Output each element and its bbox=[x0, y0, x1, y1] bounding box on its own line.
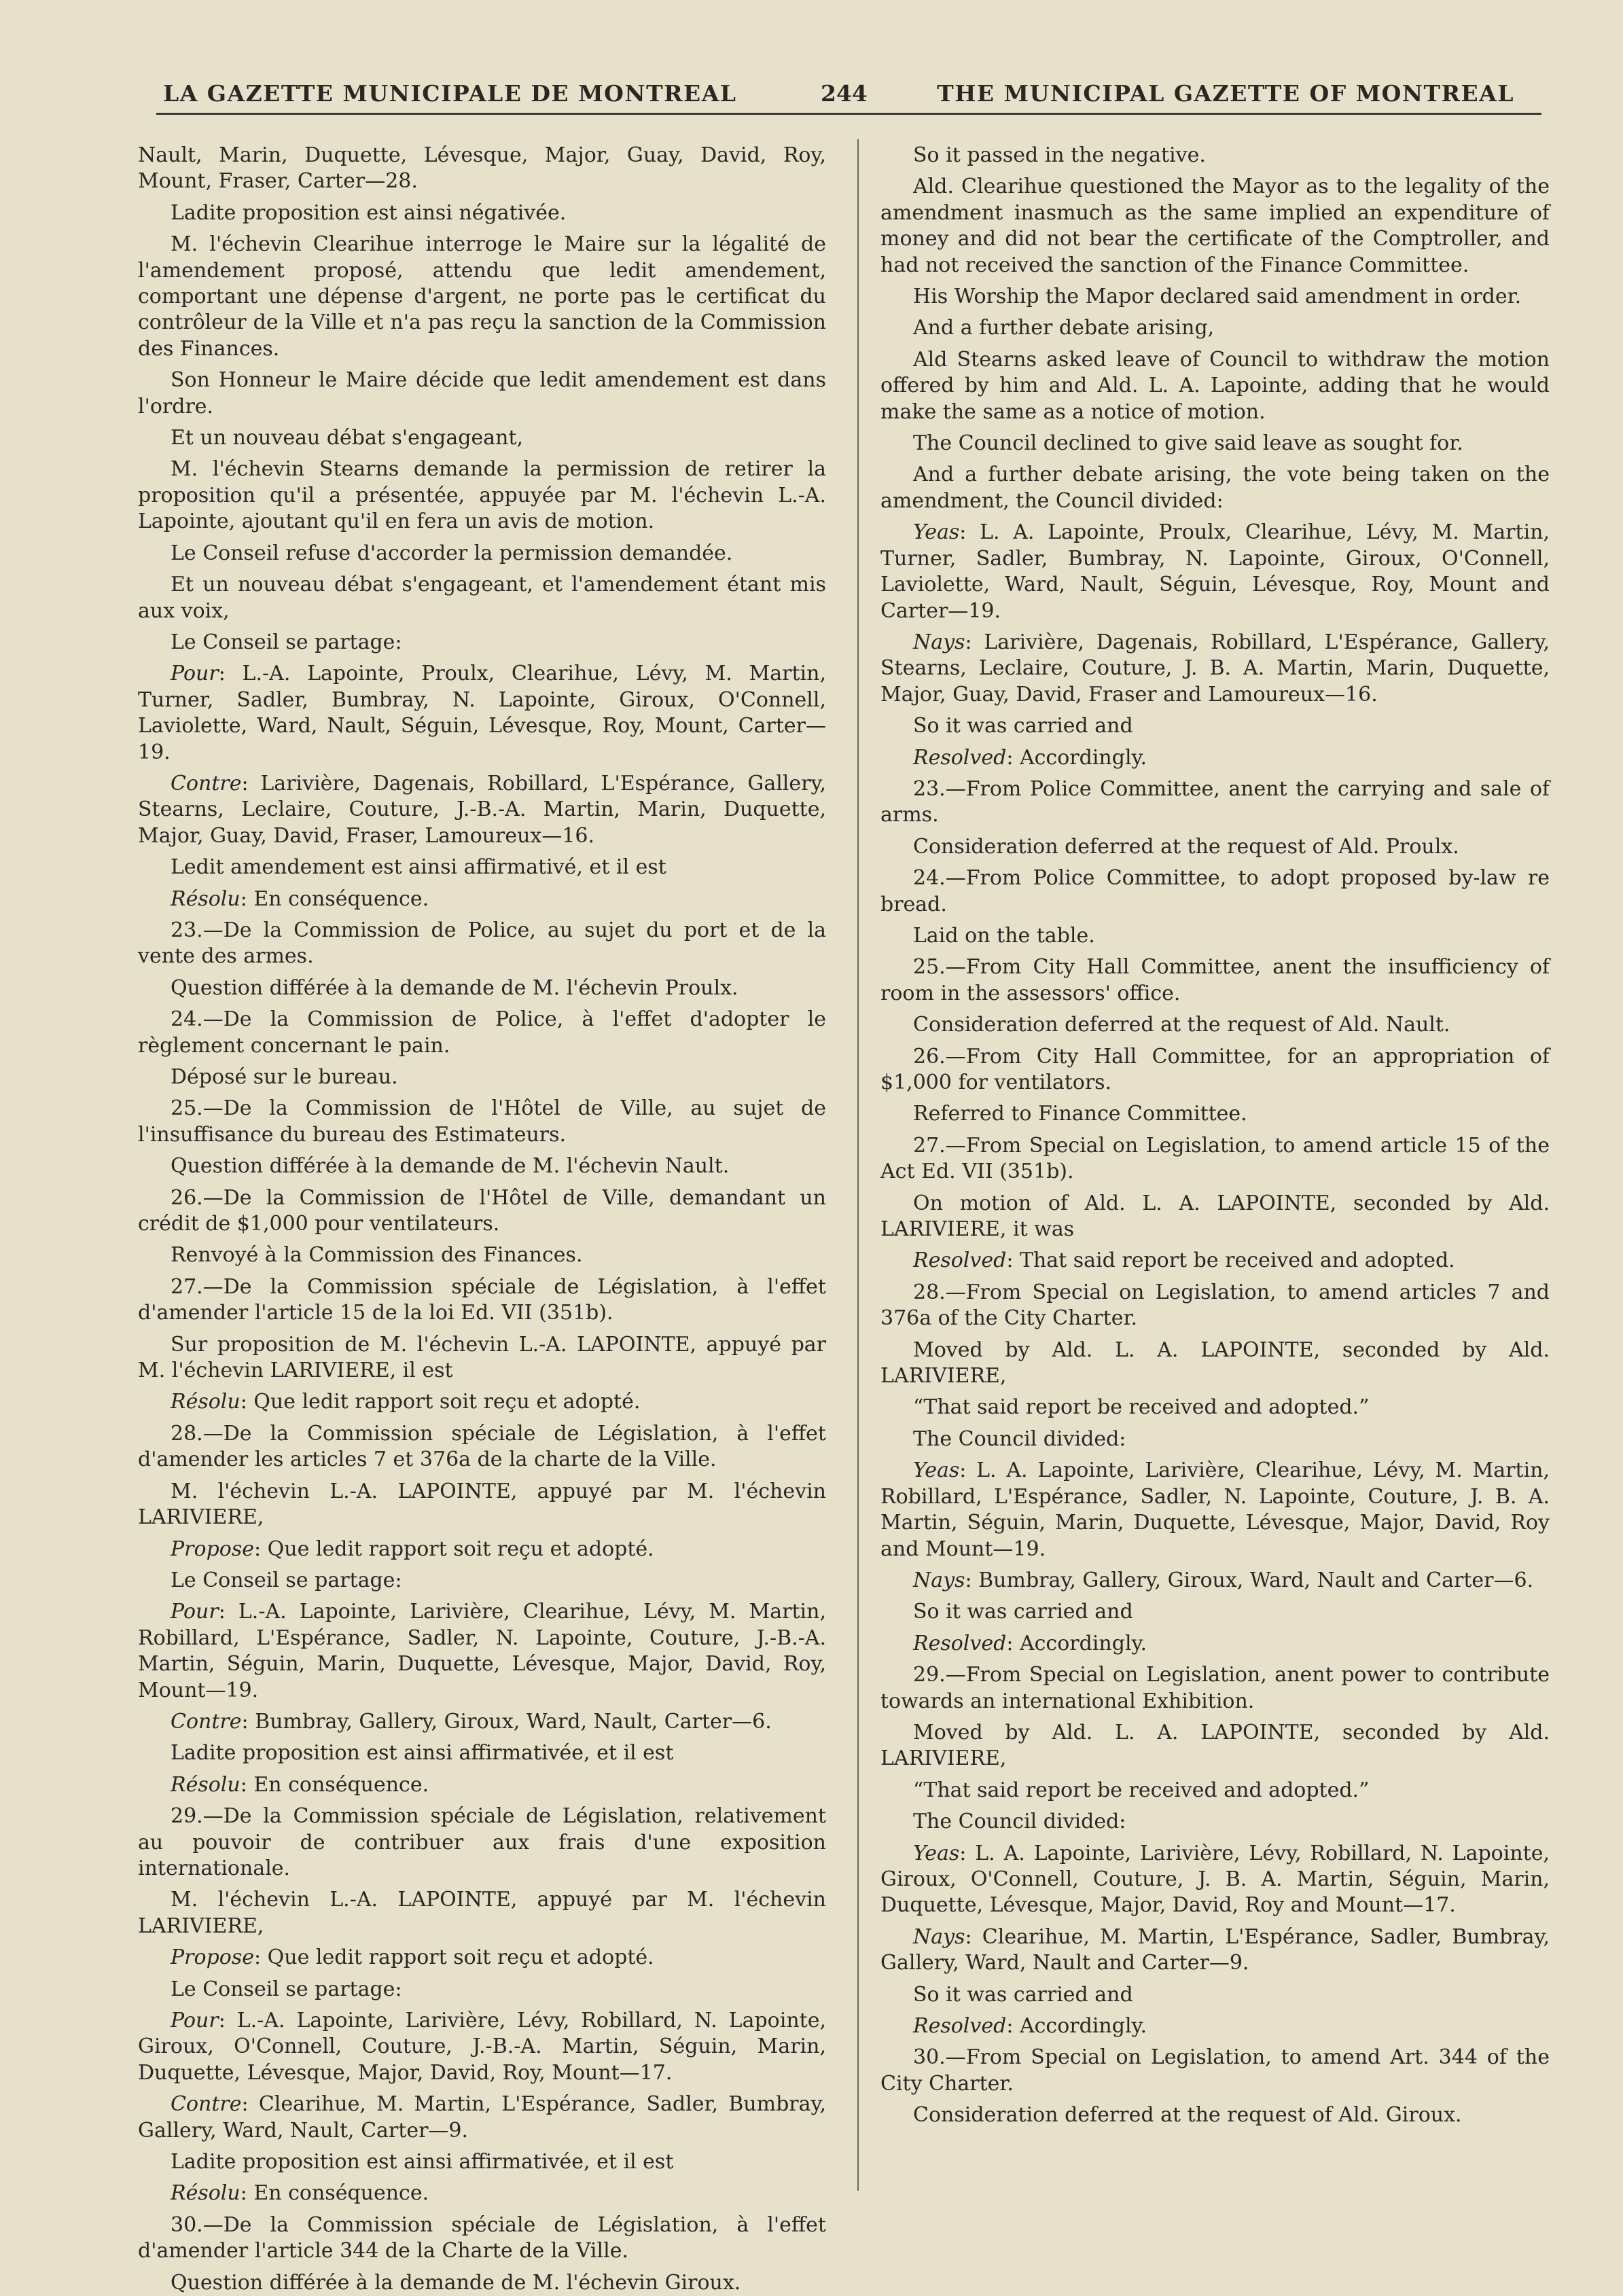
vote-label: Resolved bbox=[913, 1249, 1007, 1273]
paragraph-text: Et un nouveau débat s'engageant, et l'amendement étant mis aux voix, bbox=[138, 573, 826, 623]
paragraph bbox=[138, 2008, 826, 2086]
paragraph-text: Nault, Marin, Duquette, Lévesque, Major, Guay, David, Roy, Mount, Fraser, Carter—28. bbox=[138, 143, 826, 194]
paragraph bbox=[138, 1064, 826, 1090]
paragraph-text: : L.-A. Lapointe, Proulx, Clearihue, Lévy, M. Martin, Turner, Sadler, Bumbray, N. Lapointe, Giroux, O'Connell, Laviolette, Ward, Nault, Séguin, Lévesque, Roy, Mount, Carter—19. bbox=[138, 662, 826, 764]
paragraph bbox=[880, 776, 1550, 829]
english-column bbox=[880, 143, 1550, 2129]
paragraph bbox=[880, 1982, 1550, 2008]
paragraph bbox=[880, 174, 1550, 279]
paragraph-text: : Accordingly. bbox=[1006, 745, 1147, 770]
paragraph bbox=[880, 1924, 1550, 1977]
paragraph-text: M. l'échevin L.-A. LAPOINTE, appuyé par M. l'échevin LARIVIERE, bbox=[138, 1479, 826, 1530]
paragraph bbox=[880, 1044, 1550, 1096]
vote-label: Yeas bbox=[913, 1458, 960, 1483]
paragraph bbox=[138, 1537, 826, 1562]
paragraph bbox=[138, 661, 826, 766]
paragraph-text: Le Conseil se partage: bbox=[171, 1568, 402, 1592]
paragraph-text: : L. A. Lapointe, Larivière, Lévy, Robillard, N. Lapointe, Giroux, O'Connell, Couture, J. B. A. Martin, Séguin, Marin, Duquette, Lévesque, Major, David, Roy and Mount—17. bbox=[880, 1841, 1550, 1918]
paragraph bbox=[138, 367, 826, 420]
paragraph-text: 27.—From Special on Legislation, to amend article 15 of the Act Ed. VII (351b). bbox=[880, 1133, 1550, 1184]
paragraph bbox=[138, 2181, 826, 2206]
paragraph-text: Ladite proposition est ainsi affirmativée, et il est bbox=[171, 1741, 674, 1765]
paragraph bbox=[880, 1568, 1550, 1594]
paragraph bbox=[138, 1887, 826, 1939]
paragraph bbox=[880, 431, 1550, 456]
paragraph-text: : L. A. Lapointe, Larivière, Clearihue, Lévy, M. Martin, Robillard, L'Espérance, Sadler, N. Lapointe, Couture, J. B. A. Martin, Séguin, Marin, Duquette, Lévesque, Major, David, Roy and Mount—19. bbox=[880, 1458, 1550, 1561]
paragraph-text: Laid on the table. bbox=[913, 923, 1095, 948]
paragraph-text: Ladite proposition est ainsi négativée. bbox=[171, 200, 567, 225]
paragraph bbox=[880, 1778, 1550, 1804]
vote-label: Pour bbox=[171, 662, 219, 686]
vote-label: Nays bbox=[913, 630, 965, 654]
paragraph-text: M. l'échevin Stearns demande la permission de retirer la proposition qu'il a présentée, appuyée par M. l'échevin L.-A. Lapointe, ajoutant qu'il en fera un avis de motion. bbox=[138, 457, 826, 534]
paragraph bbox=[138, 1479, 826, 1531]
paragraph-text: Ald Stearns asked leave of Council to withdraw the motion offered by him and Ald. L. A. Lapointe, adding that he would make the same as a notice of motion. bbox=[880, 347, 1550, 424]
paragraph bbox=[138, 1421, 826, 1473]
paragraph-text: 28.—De la Commission spéciale de Législation, à l'effet d'amender les articles 7 et 376a de la charte de la Ville. bbox=[138, 1421, 826, 1472]
paragraph bbox=[138, 1153, 826, 1179]
paragraph-text: “That said report be received and adopted.” bbox=[913, 1778, 1370, 1802]
paragraph-text: : En conséquence. bbox=[240, 1772, 429, 1797]
paragraph-text: So it was carried and bbox=[913, 714, 1133, 738]
paragraph-text: So it passed in the negative. bbox=[913, 143, 1206, 167]
paragraph-text: Le Conseil se partage: bbox=[171, 630, 402, 654]
paragraph-text: “That said report be received and adopted.” bbox=[913, 1395, 1370, 1420]
paragraph bbox=[138, 2092, 826, 2144]
paragraph bbox=[138, 886, 826, 912]
paragraph bbox=[880, 1248, 1550, 1274]
paragraph-text: Son Honneur le Maire décide que ledit amendement est dans l'ordre. bbox=[138, 368, 826, 418]
paragraph-text: 30.—De la Commission spéciale de Législation, à l'effet d'amender l'article 344 de la Charte de la Ville. bbox=[138, 2212, 826, 2263]
french-column bbox=[138, 143, 826, 2296]
header-title-english: THE MUNICIPAL GAZETTE OF MONTREAL bbox=[937, 80, 1514, 107]
paragraph-text: : Accordingly. bbox=[1006, 2014, 1147, 2038]
paragraph bbox=[138, 975, 826, 1001]
paragraph-text: His Worship the Mapor declared said amendment in order. bbox=[913, 285, 1522, 309]
paragraph-text: 23.—De la Commission de Police, au sujet du port et de la vente des armes. bbox=[138, 918, 826, 969]
paragraph bbox=[880, 1631, 1550, 1657]
vote-label: Yeas bbox=[913, 520, 960, 545]
page-number: 244 bbox=[821, 80, 868, 107]
paragraph-text: And a further debate arising, the vote being taken on the amendment, the Council divided: bbox=[880, 463, 1550, 513]
paragraph-text: : Que ledit rapport soit reçu et adopté. bbox=[254, 1537, 654, 1561]
paragraph bbox=[138, 1185, 826, 1238]
paragraph bbox=[880, 1662, 1550, 1715]
paragraph bbox=[880, 2045, 1550, 2097]
paragraph-text: : Que ledit rapport soit reçu et adopté. bbox=[254, 1945, 654, 1970]
paragraph bbox=[138, 425, 826, 451]
paragraph-text: Moved by Ald. L. A. LAPOINTE, seconded by Ald. LARIVIERE, bbox=[880, 1338, 1550, 1388]
vote-label: Nays bbox=[913, 1568, 965, 1592]
vote-label: Contre bbox=[171, 771, 242, 795]
paragraph-text: Question différée à la demande de M. l'échevin Nault. bbox=[171, 1154, 730, 1179]
paragraph bbox=[138, 2212, 826, 2265]
paragraph bbox=[138, 2149, 826, 2175]
paragraph-text: 27.—De la Commission spéciale de Législation, à l'effet d'amender l'article 15 de la loi Ed. VII (351b). bbox=[138, 1274, 826, 1325]
paragraph-text: 26.—From City Hall Committee, for an appropriation of $1,000 for ventilators. bbox=[880, 1044, 1550, 1094]
paragraph bbox=[138, 1242, 826, 1268]
paragraph bbox=[880, 462, 1550, 514]
paragraph-text: Déposé sur le bureau. bbox=[171, 1065, 398, 1089]
paragraph-text: 26.—De la Commission de l'Hôtel de Ville, demandant un crédit de $1,000 pour ventilateurs. bbox=[138, 1185, 826, 1236]
vote-label: Propose bbox=[171, 1537, 255, 1561]
paragraph-text: Ledit amendement est ainsi affirmativé, et il est bbox=[171, 855, 666, 880]
header-title-french: LA GAZETTE MUNICIPALE DE MONTREAL bbox=[163, 80, 737, 107]
paragraph-text: : Accordingly. bbox=[1006, 1631, 1147, 1655]
vote-label: Contre bbox=[171, 1709, 242, 1734]
paragraph bbox=[880, 954, 1550, 1007]
column-divider bbox=[857, 139, 859, 2191]
paragraph bbox=[138, 2270, 826, 2296]
paragraph-text: Renvoyé à la Commission des Finances. bbox=[171, 1243, 583, 1268]
paragraph-text: : Clearihue, M. Martin, L'Espérance, Sadler, Bumbray, Gallery, Ward, Nault, Carter—9. bbox=[138, 2092, 826, 2142]
paragraph-text: : Que ledit rapport soit reçu et adopté. bbox=[240, 1390, 641, 1414]
vote-label: Pour bbox=[171, 1600, 219, 1624]
paragraph-text: The Council divided: bbox=[913, 1427, 1126, 1451]
paragraph bbox=[880, 745, 1550, 771]
vote-label: Contre bbox=[171, 2092, 242, 2117]
paragraph bbox=[138, 541, 826, 567]
paragraph bbox=[880, 1012, 1550, 1038]
paragraph bbox=[880, 1809, 1550, 1835]
paragraph-text: Ladite proposition est ainsi affirmativée, et il est bbox=[171, 2150, 674, 2174]
paragraph bbox=[138, 1096, 826, 1148]
paragraph-text: : En conséquence. bbox=[240, 2181, 429, 2206]
vote-label: Resolved bbox=[913, 2014, 1007, 2038]
paragraph bbox=[880, 1720, 1550, 1772]
paragraph bbox=[880, 520, 1550, 624]
paragraph bbox=[138, 572, 826, 624]
paragraph bbox=[138, 1804, 826, 1882]
paragraph bbox=[880, 1599, 1550, 1625]
paragraph-text: : L. A. Lapointe, Proulx, Clearihue, Lévy, M. Martin, Turner, Sadler, Bumbray, N. Lapointe, Giroux, O'Connell, Laviolette, Ward, Nault, Séguin, Lévesque, Roy, Mount and Carter—19. bbox=[880, 520, 1550, 623]
paragraph-text: : L.-A. Lapointe, Larivière, Clearihue, Lévy, M. Martin, Robillard, L'Espérance, Sadler, N. Lapointe, Couture, J.-B.-A. Martin, Séguin, Marin, Duquette, Lévesque, Major, David, Roy, Mount—19. bbox=[138, 1600, 826, 1702]
paragraph bbox=[138, 1977, 826, 2003]
paragraph bbox=[138, 1332, 826, 1384]
vote-label: Yeas bbox=[913, 1841, 960, 1865]
paragraph-text: 25.—From City Hall Committee, anent the insufficiency of room in the assessors' office. bbox=[880, 955, 1550, 1005]
paragraph bbox=[138, 200, 826, 226]
paragraph-text: Moved by Ald. L. A. LAPOINTE, seconded by Ald. LARIVIERE, bbox=[880, 1720, 1550, 1771]
paragraph bbox=[880, 834, 1550, 860]
paragraph bbox=[880, 713, 1550, 739]
paragraph bbox=[880, 1133, 1550, 1185]
paragraph-text: 29.—De la Commission spéciale de Législation, relativement au pouvoir de contribuer aux frais d'une exposition internationale. bbox=[138, 1804, 826, 1880]
paragraph-text: : Larivière, Dagenais, Robillard, L'Espérance, Gallery, Stearns, Leclaire, Couture, J.-B.-A. Martin, Marin, Duquette, Major, Guay, David, Fraser, Lamoureux—16. bbox=[138, 771, 826, 848]
paragraph bbox=[880, 1280, 1550, 1332]
paragraph-text: Sur proposition de M. l'échevin L.-A. LAPOINTE, appuyé par M. l'échevin LARIVIERE, il est bbox=[138, 1332, 826, 1383]
paragraph-text: M. l'échevin L.-A. LAPOINTE, appuyé par M. l'échevin LARIVIERE, bbox=[138, 1888, 826, 1938]
paragraph-text: On motion of Ald. L. A. LAPOINTE, seconded by Ald. LARIVIERE, it was bbox=[880, 1191, 1550, 1242]
paragraph-text: 25.—De la Commission de l'Hôtel de Ville, au sujet de l'insuffisance du bureau des Estimateurs. bbox=[138, 1096, 826, 1147]
paragraph-text: 30.—From Special on Legislation, to amend Art. 344 of the City Charter. bbox=[880, 2045, 1550, 2096]
paragraph bbox=[138, 1772, 826, 1798]
paragraph-text: And a further debate arising, bbox=[913, 316, 1215, 340]
header-rule bbox=[156, 113, 1541, 115]
paragraph-text: Ald. Clearihue questioned the Mayor as to the legality of the amendment inasmuch as the same implied an expenditure of money and did not bear the certificate of the Comptroller, and had not received the sanction of the Finance Committee. bbox=[880, 175, 1550, 277]
paragraph bbox=[138, 918, 826, 970]
paragraph-text: 23.—From Police Committee, anent the carrying and sale of arms. bbox=[880, 776, 1550, 827]
paragraph bbox=[880, 347, 1550, 425]
paragraph bbox=[138, 855, 826, 880]
paragraph-text: : En conséquence. bbox=[240, 886, 429, 911]
paragraph bbox=[138, 1274, 826, 1327]
paragraph-text: : L.-A. Lapointe, Larivière, Lévy, Robillard, N. Lapointe, Giroux, O'Connell, Couture, J.-B.-A. Martin, Séguin, Marin, Duquette, Lévesque, Major, David, Roy, Mount—17. bbox=[138, 2009, 826, 2085]
paragraph bbox=[880, 1395, 1550, 1420]
paragraph-text: Question différée à la demande de M. l'échevin Proulx. bbox=[171, 975, 738, 1000]
paragraph bbox=[880, 1338, 1550, 1390]
paragraph-text: 28.—From Special on Legislation, to amend articles 7 and 376a of the City Charter. bbox=[880, 1280, 1550, 1331]
vote-label: Nays bbox=[913, 1924, 965, 1949]
paragraph bbox=[880, 1101, 1550, 1127]
paragraph-text: Consideration deferred at the request of Ald. Nault. bbox=[913, 1013, 1450, 1037]
paragraph-text: : Clearihue, M. Martin, L'Espérance, Sadler, Bumbray, Gallery, Ward, Nault and Carter—9. bbox=[880, 1924, 1550, 1975]
paragraph bbox=[880, 315, 1550, 341]
paragraph bbox=[138, 1709, 826, 1735]
paragraph-text: : Bumbray, Gallery, Giroux, Ward, Nault and Carter—6. bbox=[965, 1568, 1534, 1592]
vote-label: Résolu bbox=[171, 1772, 240, 1797]
vote-label: Résolu bbox=[171, 2181, 240, 2206]
vote-label: Résolu bbox=[171, 886, 240, 911]
vote-label: Pour bbox=[171, 2009, 219, 2032]
paragraph-text: : That said report be received and adopted. bbox=[1006, 1249, 1455, 1273]
paragraph bbox=[880, 284, 1550, 310]
paragraph bbox=[138, 1945, 826, 1971]
page-header bbox=[156, 80, 1521, 121]
paragraph bbox=[138, 1568, 826, 1594]
paragraph-text: Referred to Finance Committee. bbox=[913, 1102, 1247, 1126]
paragraph bbox=[880, 630, 1550, 708]
paragraph bbox=[880, 865, 1550, 918]
paragraph bbox=[138, 232, 826, 362]
paragraph-text: Consideration deferred at the request of Ald. Giroux. bbox=[913, 2103, 1462, 2128]
paragraph-text: The Council declined to give said leave as sought for. bbox=[913, 431, 1463, 456]
paragraph bbox=[138, 630, 826, 656]
paragraph bbox=[138, 1389, 826, 1415]
paragraph bbox=[138, 1007, 826, 1059]
paragraph-text: : Bumbray, Gallery, Giroux, Ward, Nault, Carter—6. bbox=[241, 1709, 772, 1734]
paragraph-text: Consideration deferred at the request of Ald. Proulx. bbox=[913, 834, 1459, 859]
paragraph-text: M. l'échevin Clearihue interroge le Maire sur la légalité de l'amendement proposé, attendu que ledit amendement, comportant une dépense d'argent, ne porte pas le certificat du contrôleur de la Ville et n'a pas reçu la sanction de la Commission des Finances. bbox=[138, 232, 826, 361]
paragraph bbox=[880, 1841, 1550, 1919]
paragraph bbox=[880, 1191, 1550, 1243]
paragraph-text: So it was carried and bbox=[913, 1982, 1133, 2007]
paragraph-text: Question différée à la demande de M. l'échevin Giroux. bbox=[171, 2270, 741, 2295]
vote-label: Resolved bbox=[913, 1631, 1007, 1655]
paragraph bbox=[138, 456, 826, 535]
paragraph-text: Et un nouveau débat s'engageant, bbox=[171, 426, 524, 450]
vote-label: Résolu bbox=[171, 1390, 240, 1414]
paragraph bbox=[880, 923, 1550, 949]
paragraph bbox=[138, 143, 826, 195]
paragraph bbox=[880, 1427, 1550, 1452]
paragraph bbox=[880, 2013, 1550, 2039]
paragraph-text: 29.—From Special on Legislation, anent power to contribute towards an international Exhibition. bbox=[880, 1663, 1550, 1713]
vote-label: Resolved bbox=[913, 745, 1007, 770]
paragraph bbox=[138, 1599, 826, 1704]
paragraph-text: 24.—From Police Committee, to adopt proposed by-law re bread. bbox=[880, 866, 1550, 916]
paragraph-text: Le Conseil refuse d'accorder la permission demandée. bbox=[171, 541, 733, 565]
paragraph bbox=[138, 771, 826, 849]
paragraph bbox=[880, 143, 1550, 168]
paragraph-text: The Council divided: bbox=[913, 1810, 1126, 1834]
paragraph-text: : Larivière, Dagenais, Robillard, L'Espérance, Gallery, Stearns, Leclaire, Couture, J. B. A. Martin, Marin, Duquette, Major, Guay, David, Fraser and Lamoureux—16. bbox=[880, 630, 1550, 706]
paragraph-text: 24.—De la Commission de Police, à l'effet d'adopter le règlement concernant le pain. bbox=[138, 1007, 826, 1058]
paragraph-text: So it was carried and bbox=[913, 1600, 1133, 1624]
paragraph-text: Le Conseil se partage: bbox=[171, 1977, 402, 2001]
paragraph bbox=[880, 2102, 1550, 2128]
vote-label: Propose bbox=[171, 1945, 255, 1970]
paragraph bbox=[880, 1458, 1550, 1562]
paragraph bbox=[138, 1740, 826, 1766]
